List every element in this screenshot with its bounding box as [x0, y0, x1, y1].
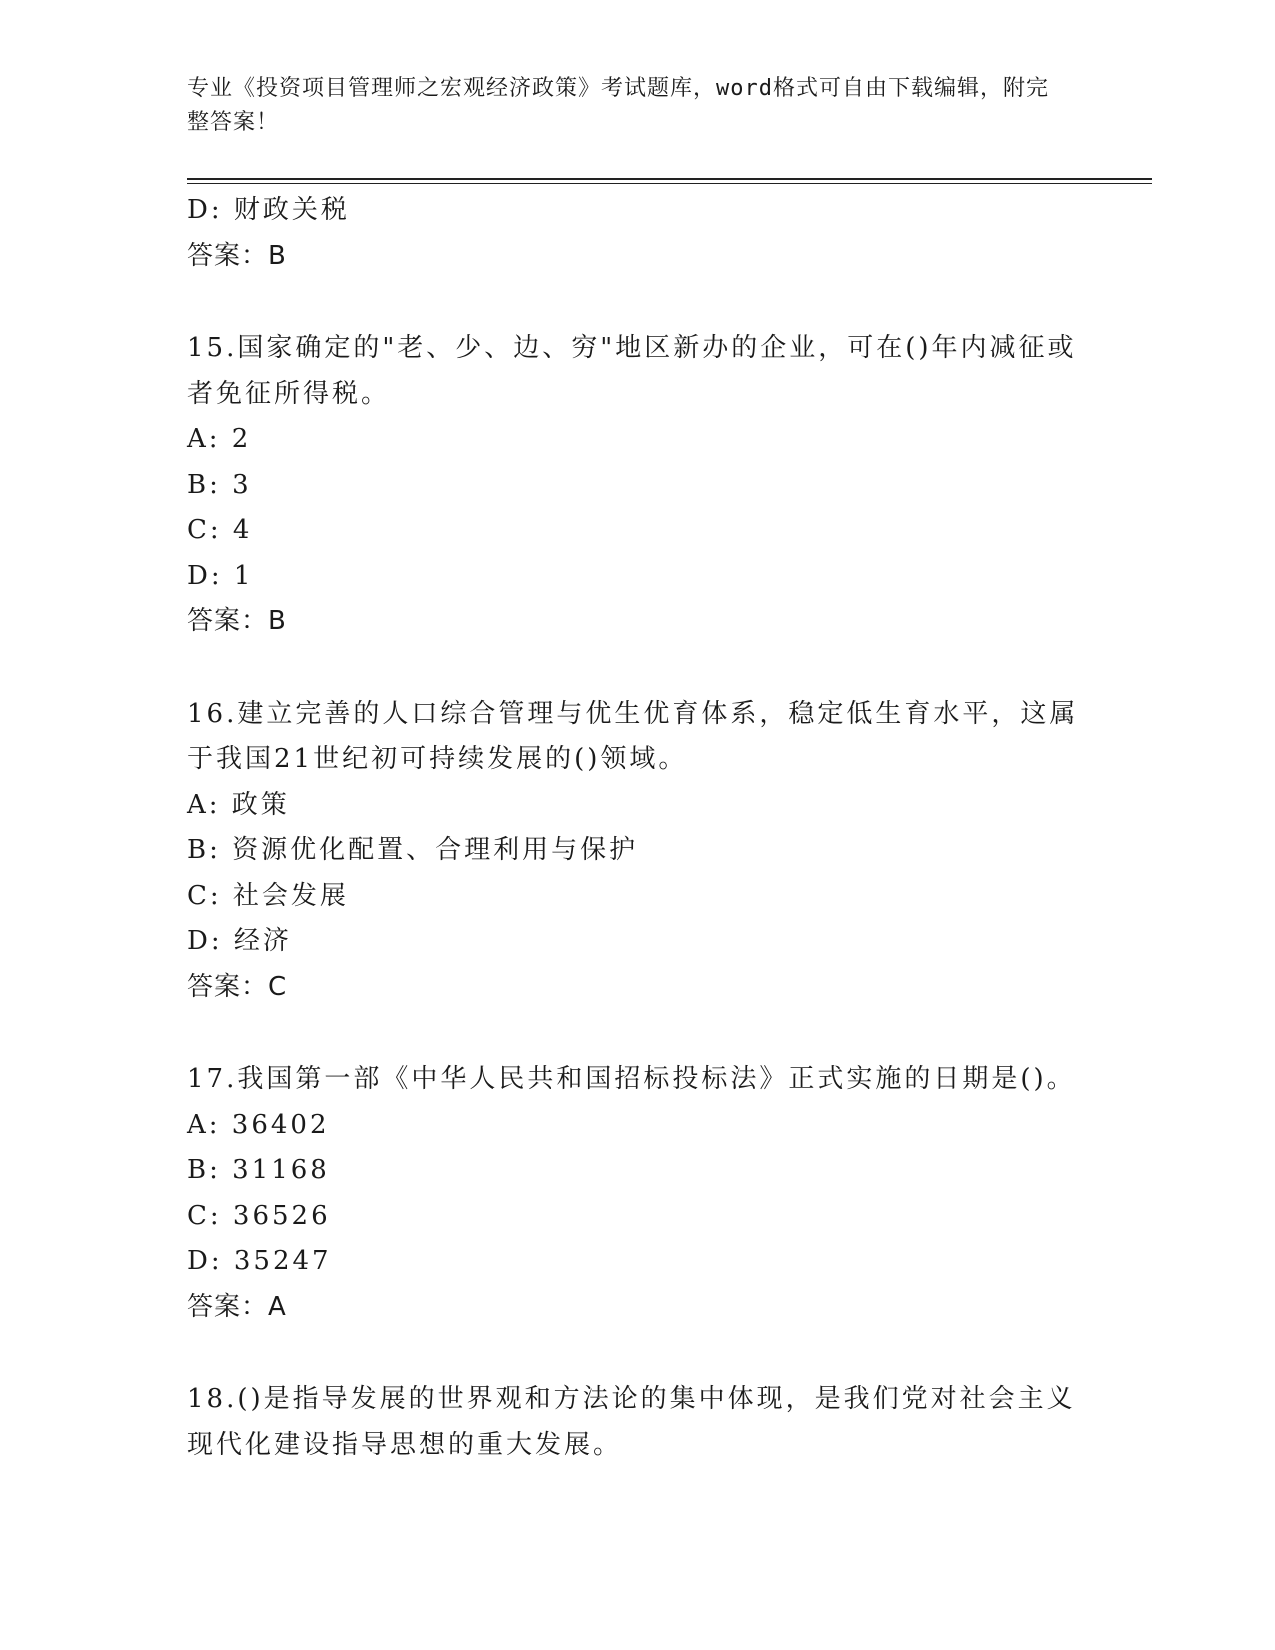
- option-d: D: 1: [187, 560, 254, 591]
- question-15: [187, 326, 1087, 645]
- option-d: D: 财政关税: [187, 195, 350, 225]
- option-c: C: 36526: [187, 1200, 331, 1231]
- question-stem-cont: 者免征所得税。: [187, 378, 391, 409]
- option-a: A: 2: [187, 424, 252, 454]
- question-stem-cont: 现代化建设指导思想的重大发展。: [187, 1429, 623, 1460]
- option-a: A: 36402: [187, 1109, 330, 1140]
- option-a: A: 政策: [187, 789, 290, 820]
- question-18: [187, 1377, 1087, 1468]
- answer-line: 答案：B: [187, 240, 287, 271]
- question-16: [187, 692, 1087, 1011]
- option-c: C: 社会发展: [187, 880, 349, 911]
- header-divider-top: [187, 178, 1152, 180]
- option-b: B: 31168: [187, 1155, 330, 1185]
- question-stem: 18.()是指导发展的世界观和方法论的集中体现，是我们党对社会主义: [187, 1384, 1076, 1414]
- question-stem: 16.建立完善的人口综合管理与优生优育体系，稳定低生育水平，这属: [187, 698, 1079, 729]
- header-divider-bottom: [187, 183, 1152, 184]
- question-stem-cont: 于我国21世纪初可持续发展的()领域。: [187, 744, 688, 774]
- answer-line: 答案：C: [187, 971, 288, 1002]
- answer-line: 答案：A: [187, 1291, 287, 1322]
- answer-line: 答案：B: [187, 606, 287, 636]
- question-stem: 17.我国第一部《中华人民共和国招标投标法》正式实施的日期是()。: [187, 1064, 1076, 1094]
- page-header: 专业《投资项目管理师之宏观经济政策》考试题库，word格式可自由下载编辑，附完整答案！: [187, 76, 1049, 135]
- question-17: [187, 1057, 1087, 1330]
- question-stem: 15.国家确定的"老、少、边、穷"地区新办的企业，可在()年内减征或: [187, 333, 1077, 363]
- option-d: D: 经济: [187, 926, 292, 956]
- question-list: [187, 188, 1087, 1468]
- option-b: B: 3: [187, 469, 252, 500]
- option-b: B: 资源优化配置、合理利用与保护: [187, 835, 639, 865]
- option-c: C: 4: [187, 515, 253, 545]
- option-d: D: 35247: [187, 1246, 332, 1276]
